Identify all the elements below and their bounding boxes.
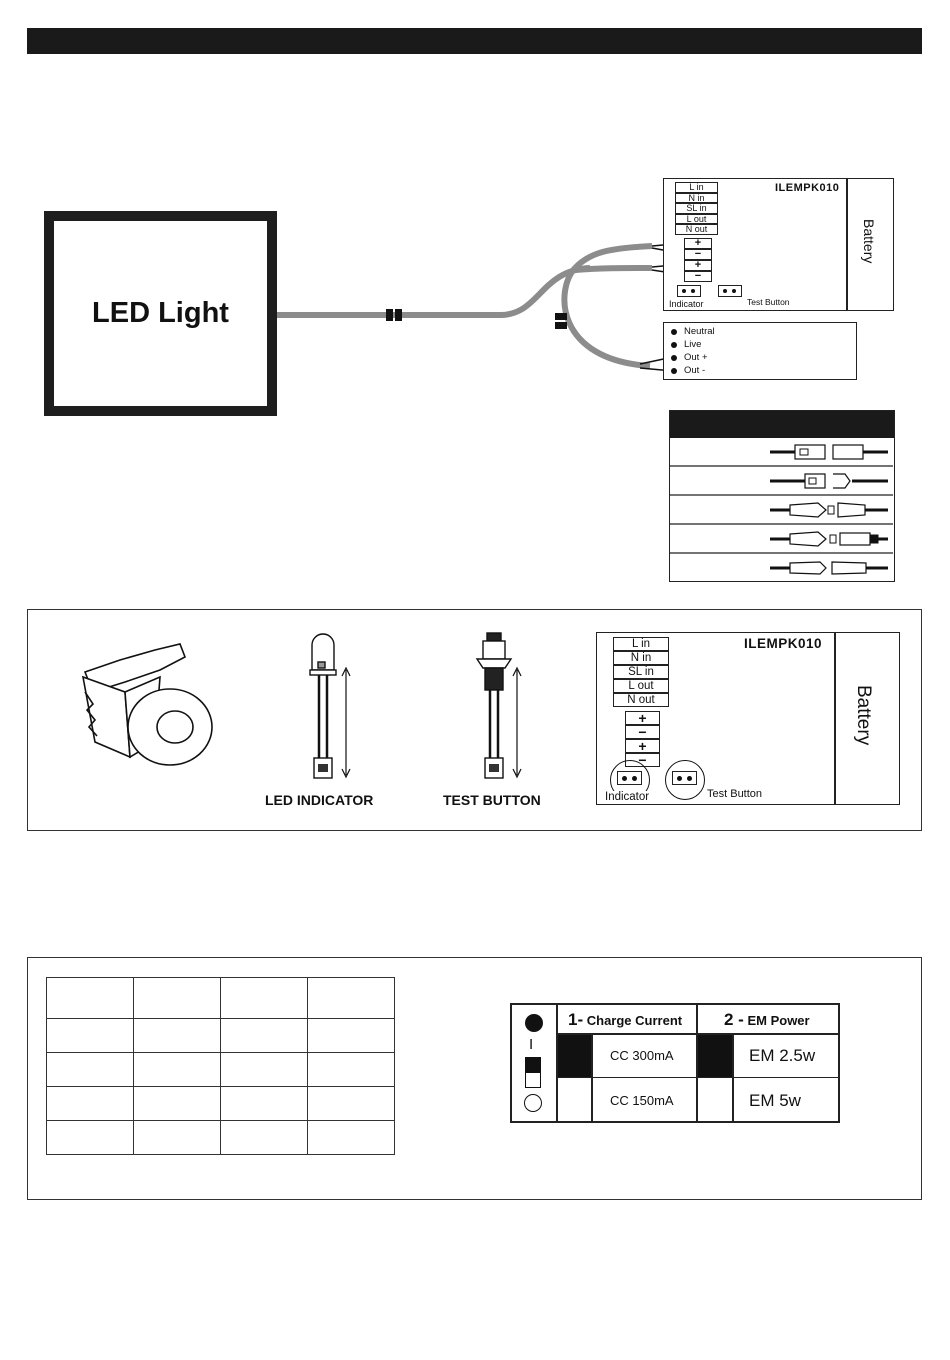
legend-connector-5 <box>770 562 888 574</box>
large-terminal-n-out: N out <box>613 693 669 707</box>
emergency-module <box>663 178 894 311</box>
on-dot-icon <box>525 1014 543 1032</box>
table-row <box>47 1087 395 1121</box>
module-model: ILEMPK010 <box>775 182 840 194</box>
connector-main-b <box>395 309 402 321</box>
terminal-l-in: L in <box>675 182 718 193</box>
large-out-minus-1: − <box>625 725 660 739</box>
terminal-l-out: L out <box>675 214 718 225</box>
col1-num: 1- <box>568 1010 584 1029</box>
led-light-box <box>44 211 277 416</box>
module-large-output-block <box>625 711 660 767</box>
cable-to-module-b <box>575 268 652 270</box>
dip-switch-table <box>510 1003 840 1123</box>
led-light-label: LED Light <box>92 297 229 329</box>
cable-to-supply <box>564 268 650 366</box>
large-out-plus-2: + <box>625 739 660 753</box>
battery-label: Battery <box>861 219 877 264</box>
supply-out-plus-label: Out + <box>684 352 708 363</box>
col1-header <box>568 1010 682 1030</box>
emergency-module-large <box>596 632 900 805</box>
table-row <box>47 1019 395 1053</box>
out-minus-2: − <box>684 271 712 282</box>
supply-live <box>671 338 856 351</box>
legend-rows-svg <box>670 438 893 581</box>
module-large-divider <box>834 633 836 804</box>
test-button-icon <box>465 630 535 780</box>
supply-out-plus <box>671 351 856 364</box>
connector-branch <box>555 313 567 320</box>
legend-header <box>670 411 894 438</box>
led-indicator-icon <box>290 630 360 780</box>
led-indicator-caption: LED INDICATOR <box>265 792 374 808</box>
test-button-caption: TEST BUTTON <box>443 792 541 808</box>
supply-neutral-label: Neutral <box>684 326 715 337</box>
out-plus-1: + <box>684 238 712 249</box>
col2-label: EM Power <box>747 1013 810 1028</box>
on-symbol: I <box>529 1036 534 1053</box>
out-minus-1: − <box>684 249 712 260</box>
power-on-value: EM 2.5w <box>749 1046 816 1065</box>
legend-connector-2 <box>770 474 888 488</box>
legend-connector-3 <box>770 503 888 517</box>
connector-legend <box>669 410 895 582</box>
large-terminal-n-in: N in <box>613 651 669 665</box>
connector-main <box>386 309 393 321</box>
supply-out-minus-label: Out - <box>684 365 706 376</box>
supply-live-label: Live <box>684 339 702 350</box>
table-row <box>47 1053 395 1087</box>
switch-1-on-cell <box>558 1035 591 1077</box>
supply-box <box>663 322 857 380</box>
test-button-label: Test Button <box>747 297 790 307</box>
module-output-block <box>684 238 712 282</box>
mounting-clip-icon <box>65 632 225 772</box>
test-button-large-label: Test Button <box>707 788 763 800</box>
charge-on-value: CC 300mA <box>610 1048 674 1063</box>
col2-num: 2 - <box>724 1010 744 1029</box>
terminal-n-in: N in <box>675 193 718 204</box>
power-off-value: EM 5w <box>749 1091 801 1110</box>
table-row <box>47 978 395 1019</box>
large-out-minus-2: − <box>625 753 660 767</box>
battery-large-label: Battery <box>853 685 874 746</box>
connector-branch-b <box>555 322 567 329</box>
main-cable <box>277 268 590 315</box>
cable-to-module-a <box>575 246 652 268</box>
test-button-circle-icon <box>665 760 705 800</box>
test-button-socket-icon <box>718 285 742 297</box>
module-large-model: ILEMPK010 <box>744 636 823 651</box>
supply-out-minus <box>671 364 856 377</box>
legend-connector-1 <box>770 445 888 459</box>
col2-header <box>724 1010 810 1030</box>
switch-2-on-cell <box>698 1035 732 1077</box>
off-dot-icon <box>524 1094 542 1112</box>
switch-icon <box>525 1057 541 1088</box>
module-terminal-block <box>675 182 718 235</box>
large-out-plus-1: + <box>625 711 660 725</box>
large-terminal-sl-in: SL in <box>613 665 669 679</box>
supply-neutral <box>671 325 856 338</box>
terminal-n-out: N out <box>675 224 718 235</box>
settings-table <box>46 977 395 1155</box>
legend-connector-4 <box>770 532 888 546</box>
indicator-label: Indicator <box>669 299 704 309</box>
indicator-large-label: Indicator <box>605 791 650 803</box>
indicator-socket-icon <box>677 285 701 297</box>
large-terminal-l-out: L out <box>613 679 669 693</box>
col1-label: Charge Current <box>586 1013 683 1028</box>
table-row <box>47 1121 395 1155</box>
terminal-sl-in: SL in <box>675 203 718 214</box>
out-plus-2: + <box>684 260 712 271</box>
charge-off-value: CC 150mA <box>610 1093 674 1108</box>
large-terminal-l-in: L in <box>613 637 669 651</box>
module-divider <box>846 179 848 310</box>
module-large-terminal-block <box>613 637 669 707</box>
